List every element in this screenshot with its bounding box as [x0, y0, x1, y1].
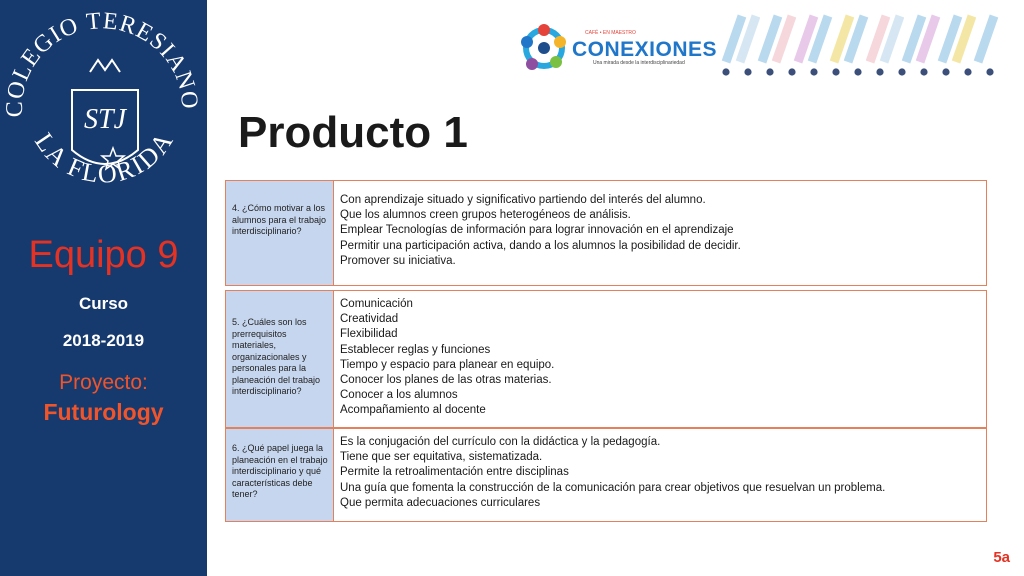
school-crest-logo: [0, 0, 207, 215]
answer-line: Conocer a los alumnos: [340, 389, 458, 402]
logo-tagline: Una mirada desde la interdisciplinariedad: [593, 60, 685, 66]
question-cell: [226, 291, 334, 427]
logo-name: CONEXIONES: [572, 38, 718, 61]
answer-line: Promover su iniciativa.: [340, 254, 456, 267]
question-cell: [226, 181, 334, 285]
answer-line: Comunicación: [340, 298, 413, 310]
answer-line: Tiempo y espacio para planear en equipo.: [340, 358, 555, 371]
answer-line: Flexibilidad: [340, 328, 398, 341]
answer-line: Permite la retroalimentación entre disciplinas: [340, 466, 569, 479]
crest-bottom-text: LA FLORIDA: [28, 126, 180, 189]
decorative-stripes: [718, 12, 1008, 82]
table-row: [225, 290, 987, 428]
table-row: [225, 180, 987, 286]
question-text: 6. ¿Qué papel juega la planeación en el trabajo interdisciplinario y qué características debe tener?: [232, 443, 328, 499]
svg-text:COLEGIO TERESIANO: [2, 8, 203, 117]
table-row: [225, 428, 987, 522]
answer-cell: [340, 435, 980, 511]
answer-cell: [340, 297, 980, 419]
crest-monogram: STJ: [84, 104, 126, 135]
project-label: Proyecto:: [59, 371, 148, 394]
answer-line: Creatividad: [340, 313, 399, 326]
project-name: Futurology: [43, 399, 164, 425]
team-name: Equipo 9: [28, 234, 179, 276]
question-cell: [226, 429, 334, 521]
answer-line: Tiene que ser equitativa, sistematizada.: [340, 451, 543, 464]
answer-line: Conocer los planes de las otras materias.: [340, 374, 552, 387]
slide-number: 5a: [993, 549, 1010, 566]
course-years: 2018-2019: [62, 331, 145, 350]
answer-line: Que los alumnos creen grupos heterogéneos de análisis.: [340, 209, 631, 222]
answer-line: Que permita adecuaciones curriculares: [340, 496, 541, 509]
answer-line: Acompañamiento al docente: [340, 404, 486, 417]
question-text: 4. ¿Cómo motivar a los alumnos para el trabajo interdisciplinario?: [232, 203, 327, 236]
logo-small-text: CAFÉ • EN MAESTRO: [585, 30, 636, 36]
crest-top-text: COLEGIO TERESIANO: [1, 8, 203, 118]
answer-line: Permitir una participación activa, dando a los alumnos la posibilidad de decidir.: [340, 239, 741, 252]
answer-line: Establecer reglas y funciones: [340, 343, 491, 356]
page-title: Producto 1: [238, 108, 468, 157]
answer-line: Emplear Tecnologías de información para lograr innovación en el aprendizaje: [340, 224, 734, 237]
question-text: 5. ¿Cuáles son los prerrequisitos materiales, organizacionales y personales para la planeación del trabajo interdisciplinario?: [232, 317, 321, 396]
answer-line: Con aprendizaje situado y significativo partiendo del interés del alumno.: [340, 194, 706, 206]
sidebar: [0, 0, 207, 576]
answer-line: Es la conjugación del currículo con la didáctica y la pedagogía.: [340, 436, 661, 448]
answer-line: Una guía que fomenta la construcción de la comunicación para crear objetivos que resuelvan un problema.: [340, 481, 886, 494]
course-label: Curso: [78, 294, 129, 313]
answer-cell: [340, 193, 980, 269]
